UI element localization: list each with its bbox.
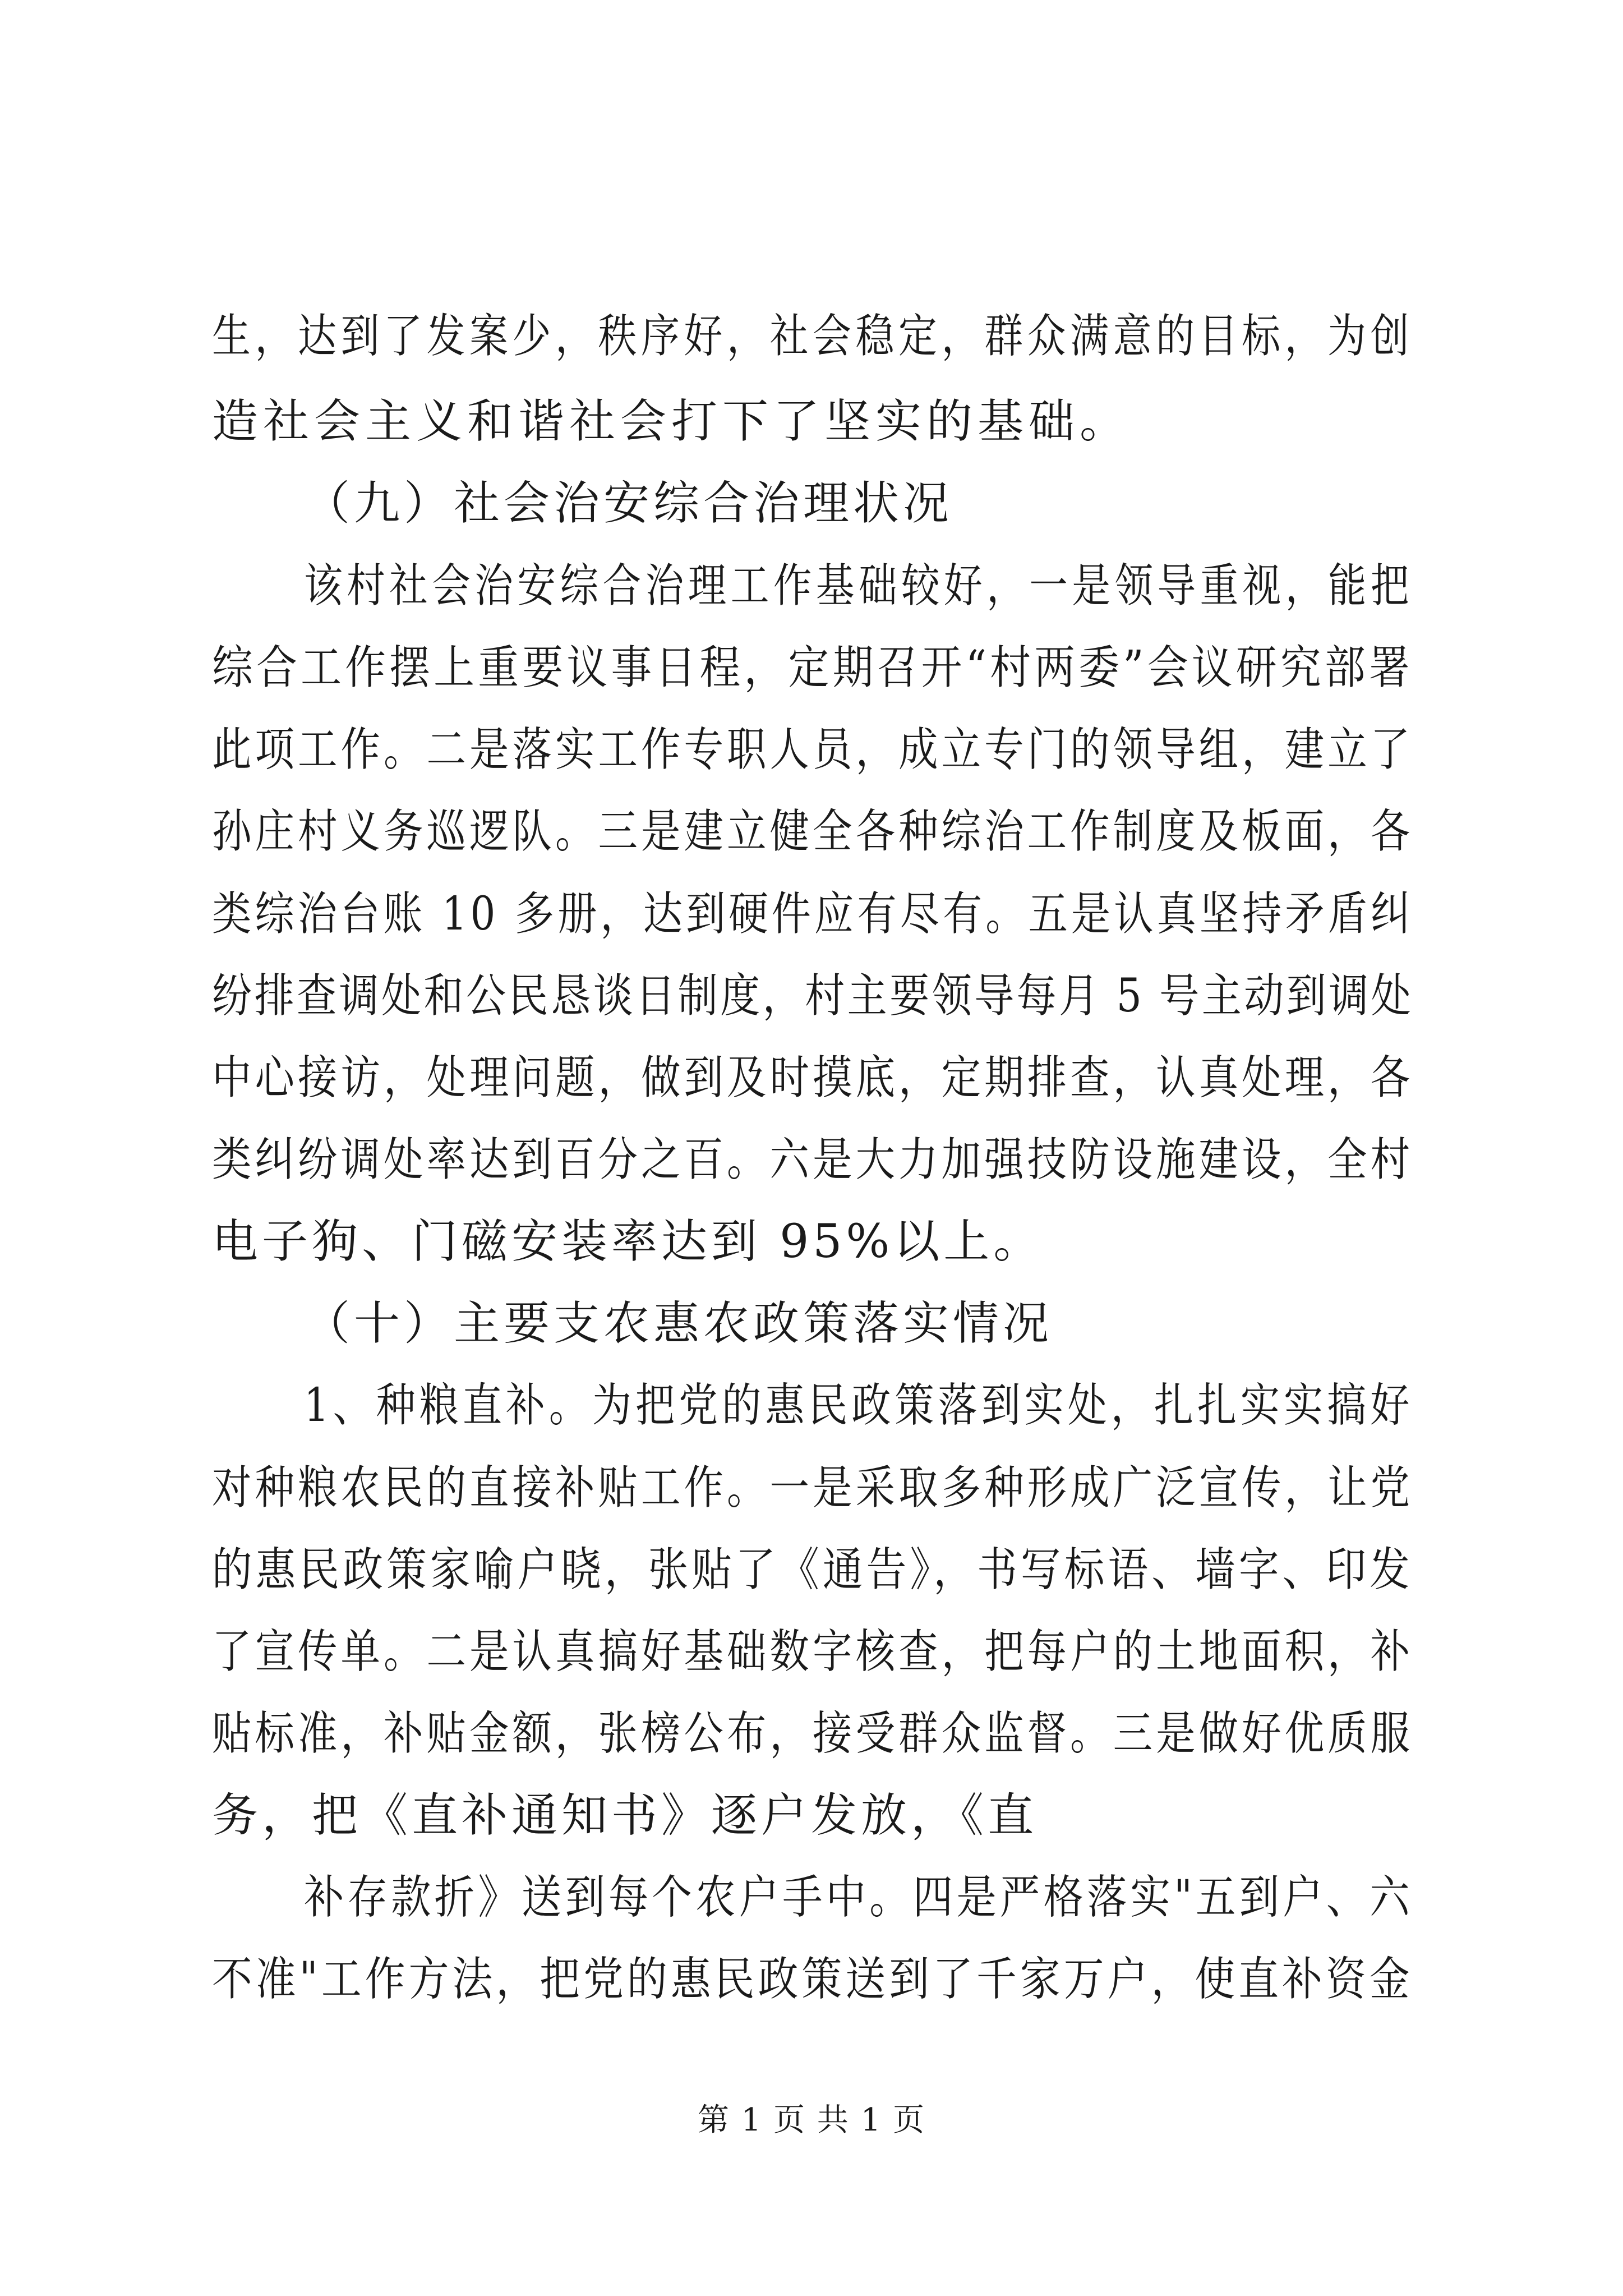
section-heading-text: （九）社会治安综合治理状况	[304, 477, 953, 530]
text-line-content: 对种粮农民的直接补贴工作。一是采取多种形成广泛宣传，让党	[212, 1461, 1414, 1515]
text-line	[0, 1126, 1623, 1194]
text-line	[0, 303, 1623, 370]
text-line-content: 1、种粮直补。为把党的惠民政策落到实处，扎扎实实搞好	[304, 1379, 1414, 1432]
text-line-content: 类综治台账 10 多册，达到硬件应有尽有。五是认真坚持矛盾纠	[212, 887, 1414, 941]
text-line	[0, 963, 1623, 1030]
text-line-content: 孙庄村义务巡逻队。三是建立健全各种综治工作制度及板面，各	[212, 805, 1414, 858]
text-line-content: 类纠纷调处率达到百分之百。六是大力加强技防设施建设，全村	[212, 1133, 1414, 1186]
text-line	[0, 1372, 1623, 1439]
text-line	[0, 1536, 1623, 1604]
text-line-content: 务，把《直补通知书》逐户发放，《直	[212, 1789, 1038, 1842]
text-line-content: 综合工作摆上重要议事日程，定期召开“村两委”会议研究部署	[212, 641, 1413, 694]
text-line	[0, 1782, 1623, 1849]
text-line	[0, 881, 1623, 948]
text-line	[0, 798, 1623, 866]
text-line	[0, 388, 1623, 455]
text-line	[0, 1864, 1623, 1931]
text-line-content: 造社会主义和谐社会打下了坚实的基础。	[212, 395, 1131, 448]
text-line	[0, 553, 1623, 620]
section-heading	[0, 1290, 1623, 1358]
text-line-content: 了宣传单。二是认真搞好基础数字核查，把每户的土地面积，补	[212, 1625, 1414, 1678]
text-line-content: 生，达到了发案少，秩序好，社会稳定，群众满意的目标，为创	[212, 310, 1414, 363]
text-line-content: 不准"工作方法，把党的惠民政策送到了千家万户，使直补资金	[212, 1953, 1413, 2006]
text-line-content: 此项工作。二是落实工作专职人员，成立专门的领导组，建立了	[212, 723, 1414, 776]
text-line-content: 的惠民政策家喻户晓，张贴了《通告》，书写标语、墙字、印发	[212, 1543, 1413, 1596]
text-line	[0, 716, 1623, 784]
text-line	[0, 1700, 1623, 1768]
text-line	[0, 1455, 1623, 1522]
text-line-content: 纷排查调处和公民恳谈日制度，村主要领导每月 5 号主动到调处	[212, 969, 1414, 1023]
text-line	[0, 1946, 1623, 2013]
text-line	[0, 1618, 1623, 1686]
text-line-content: 贴标准，补贴金额，张榜公布，接受群众监督。三是做好优质服	[212, 1707, 1414, 1760]
text-line-content: 该村社会治安综合治理工作基础较好，一是领导重视，能把	[304, 559, 1413, 613]
section-heading	[0, 470, 1623, 537]
text-line	[0, 1208, 1623, 1276]
text-line-content: 电子狗、门磁安装率达到 95%以上。	[212, 1215, 1044, 1268]
text-line	[0, 634, 1623, 702]
text-line	[0, 1045, 1623, 1112]
text-line-content: 中心接访，处理问题，做到及时摸底，定期排查，认真处理，各	[212, 1051, 1414, 1105]
section-heading-text: （十）主要支农惠农政策落实情况	[304, 1297, 1053, 1350]
text-line-content: 补存款折》送到每个农户手中。四是严格落实"五到户、六	[304, 1871, 1413, 1924]
page-footer: 第 1 页 共 1 页	[697, 2102, 926, 2138]
